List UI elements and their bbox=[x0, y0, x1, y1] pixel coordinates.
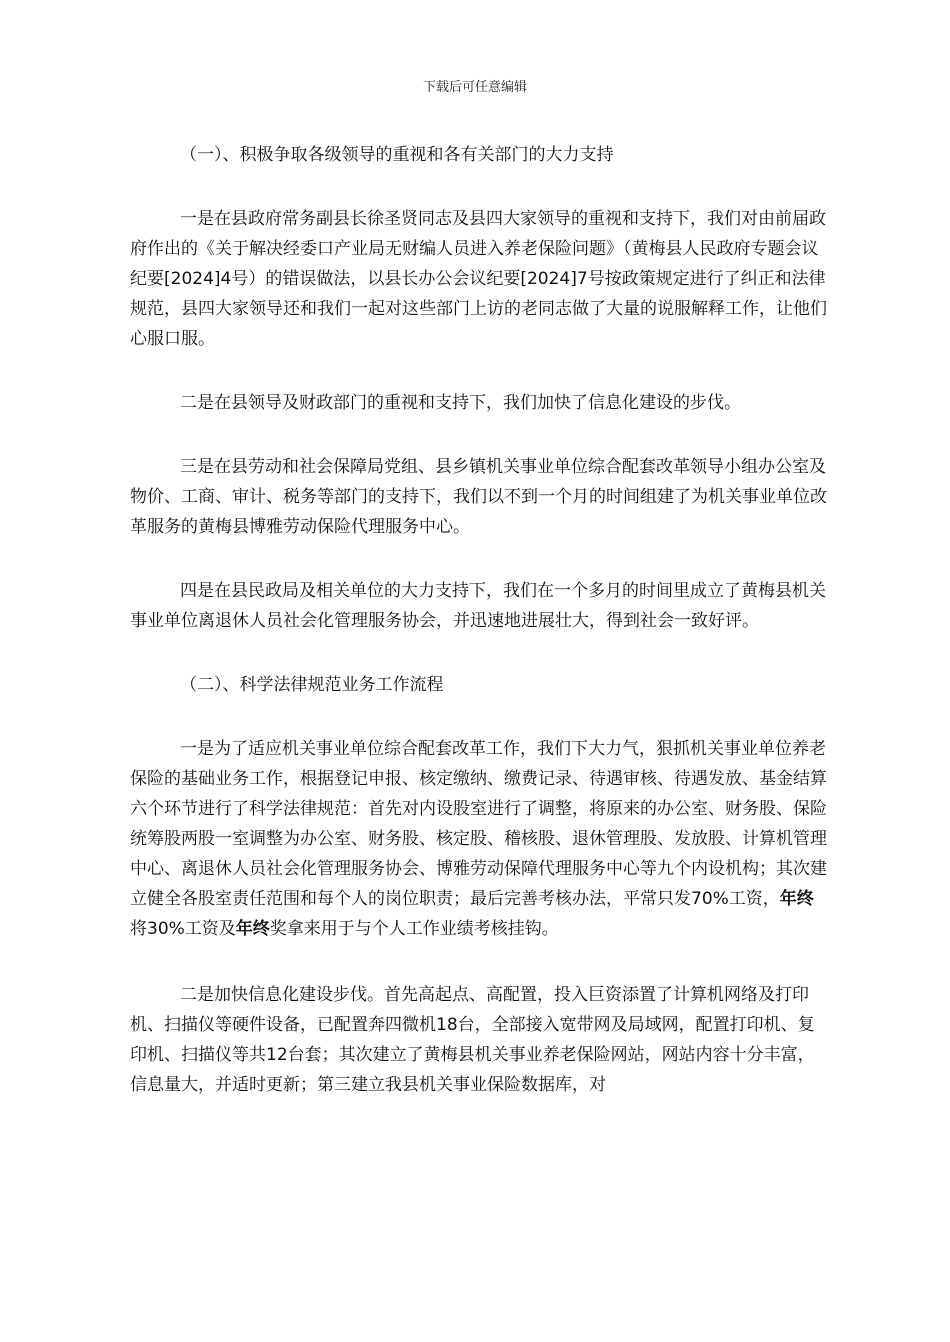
section-2-paragraph-1-text-c: 奖拿来用于与个人工作业绩考核挂钩。 bbox=[269, 919, 559, 939]
section-2-paragraph-1-text-b: 将30%工资及 bbox=[130, 919, 236, 939]
section-1-paragraph-1: 一是在县政府常务副县长徐圣贤同志及县四大家领导的重视和支持下，我们对由前届政府作出的《关于解决经委口产业局无财编人员进入养老保险问题》（黄梅县人民政府专题会议纪要[2024]4号）的错误做法，以县长办公会议纪要[2024]7号按政策规定进行了纠正和法律规范，县四大家领导还和我们一起对这些部门上访的老同志做了大量的说服解释工作，让他们心服口服。 bbox=[130, 209, 827, 349]
section-1-heading: （一）、积极争取各级领导的重视和各有关部门的大力支持 bbox=[180, 145, 614, 165]
section-2-paragraph-1-bold-b: 年终 bbox=[235, 919, 270, 939]
header-note: 下载后可任意编辑 bbox=[422, 80, 527, 95]
section-1-paragraph-2: 二是在县领导及财政部门的重视和支持下，我们加快了信息化建设的步伐。 bbox=[180, 393, 741, 413]
section-2-heading: （二）、科学法律规范业务工作流程 bbox=[180, 675, 444, 695]
document-body bbox=[130, 140, 830, 1100]
section-2-paragraph-2: 二是加快信息化建设步伐。首先高起点、高配置，投入巨资添置了计算机网络及打印机、扫描仪等硬件设备，已配置奔四微机18台，全部接入宽带网及局域网，配置打印机、复印机、扫描仪等共12台套；其次建立了黄梅县机关事业养老保险网站，网站内容十分丰富，信息量大，并适时更新；第三建立我县机关事业保险数据库，对 bbox=[130, 985, 815, 1095]
section-2-paragraph-1-bold-a: 年终 bbox=[779, 889, 814, 909]
section-2-paragraph-1 bbox=[130, 734, 830, 944]
section-1-paragraph-3: 三是在县劳动和社会保障局党组、县乡镇机关事业单位综合配套改革领导小组办公室及物价、工商、审计、税务等部门的支持下，我们以不到一个月的时间组建了为机关事业单位改革服务的黄梅县博雅劳动保险代理服务中心。 bbox=[130, 457, 827, 537]
section-2-paragraph-1-text-a: 一是为了适应机关事业单位综合配套改革工作，我们下大力气，狠抓机关事业单位养老保险的基础业务工作，根据登记申报、核定缴纳、缴费记录、待遇审核、待遇发放、基金结算六个环节进行了科学法律规范：首先对内设股室进行了调整，将原来的办公室、财务股、保险统筹股两股一室调整为办公室、财务股、核定股、稽核股、退休管理股、发放股、计算机管理中心、离退休人员社会化管理服务协会、博雅劳动保障代理服务中心等九个内设机构；其次建立健全各股室责任范围和每个人的岗位职责；最后完善考核办法，平常只发70%工资， bbox=[130, 739, 827, 909]
section-1-paragraph-4: 四是在县民政局及相关单位的大力支持下，我们在一个多月的时间里成立了黄梅县机关事业单位离退休人员社会化管理服务协会，并迅速地进展壮大，得到社会一致好评。 bbox=[130, 581, 826, 631]
